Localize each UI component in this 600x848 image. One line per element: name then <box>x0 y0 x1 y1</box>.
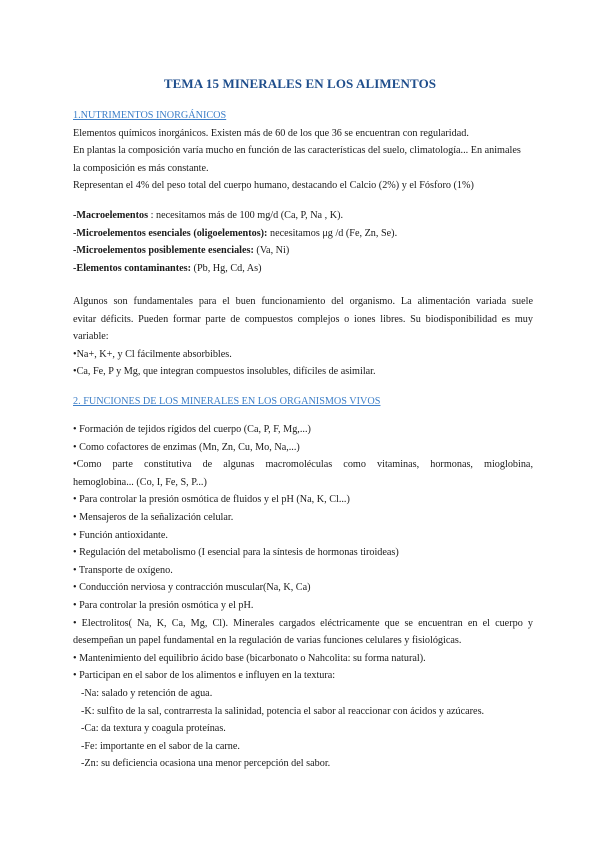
list-subitem: -Zn: su deficiencia ocasiona una menor percepción del sabor. <box>81 758 331 770</box>
list-item: • Regulación del metabolismo (I esencial para la síntesis de hormonas tiroideas) <box>73 547 399 559</box>
list-item: • Transporte de oxígeno. <box>73 564 173 576</box>
list-item: •Como parte constitutiva de algunas macromoléculas como vitaminas, hormonas, mioglobina, <box>73 459 533 471</box>
paragraph-line: En plantas la composición varía mucho en función de las características del suelo, climatología... En animales <box>73 145 521 157</box>
paragraph-line: Representan el 4% del peso total del cuerpo humano, destacando el Calcio (2%) y el Fósforo (1%) <box>73 180 474 192</box>
class-text: (Va, Ni) <box>253 245 290 257</box>
list-item <box>73 242 533 260</box>
list-item: • Para controlar la presión osmótica de fluidos y el pH (Na, K, Cl...) <box>73 494 350 506</box>
list-subitem: -K: sulfito de la sal, contrarresta la salinidad, potencia el sabor al reaccionar con ácidos y azúcares. <box>81 705 485 717</box>
paragraph-line: evitar déficits. Pueden formar parte de compuestos complejos o iones libres. Su biodisponibilidad es muy <box>73 313 533 325</box>
class-text: (Pb, Hg, Cd, As) <box>191 262 262 274</box>
list-item: • Función antioxidante. <box>73 529 168 541</box>
section-heading: 1.NUTRIMENTOS INORGÁNICOS <box>73 110 227 121</box>
list-item <box>73 207 533 225</box>
functions-list <box>73 421 533 773</box>
list-subitem: -Fe: importante en el sabor de la carne. <box>81 740 240 752</box>
paragraph-line: variable: <box>73 331 109 343</box>
list-subitem: -Na: salado y retención de agua. <box>81 687 213 699</box>
paragraph-line: Elementos químicos inorgánicos. Existen más de 60 de los que 36 se encuentran con regularidad. <box>73 127 469 139</box>
list-item <box>73 260 533 278</box>
list-item: • Conducción nerviosa y contracción muscular(Na, K, Ca) <box>73 582 311 594</box>
list-item: • Electrolitos( Na, K, Ca, Mg, Cl). Minerales cargados eléctricamente que se encuentran en el cuerpo y <box>73 617 533 629</box>
paragraph-line: Algunos son fundamentales para el buen funcionamiento del organismo. La alimentación variada suele <box>73 296 533 307</box>
class-label: -Microelementos esenciales (oligoelementos): <box>73 227 268 239</box>
section-heading: 2. FUNCIONES DE LOS MINERALES EN LOS ORGANISMOS VIVOS <box>73 396 381 407</box>
list-item: • Como cofactores de enzimas (Mn, Zn, Cu, Mo, Na,...) <box>73 441 300 453</box>
page-title: TEMA 15 MINERALES EN LOS ALIMENTOS <box>163 76 437 91</box>
class-label: -Elementos contaminantes: <box>73 262 191 274</box>
paragraph-line: la composición es más constante. <box>73 162 209 174</box>
list-item: • Mensajeros de la señalización celular. <box>73 511 234 523</box>
section-inorganic-nutrients <box>73 107 533 195</box>
class-text: necesitamos μg /d (Fe, Zn, Se). <box>267 227 398 239</box>
list-item: •Ca, Fe, P y Mg, que integran compuestos insolubles, difíciles de asimilar. <box>73 366 376 378</box>
list-item: •Na+, K+, y Cl fácilmente absorbibles. <box>73 348 232 360</box>
class-label: -Macroelementos <box>73 210 149 221</box>
section-mineral-functions <box>73 393 533 411</box>
list-item: • Participan en el sabor de los alimentos e influyen en la textura: <box>73 670 336 682</box>
list-item: desempeñan un papel fundamental en la regulación de varias funciones celulares y fisiológicas. <box>73 635 462 647</box>
list-item <box>73 225 533 243</box>
list-item: • Mantenimiento del equilibrio ácido base (bicarbonato o Nahcolita: su forma natural). <box>73 652 426 664</box>
class-label: -Microelementos posiblemente esenciales: <box>73 245 254 257</box>
list-item: • Para controlar la presión osmótica y el pH. <box>73 599 254 611</box>
list-item: hemoglobina... (Co, I, Fe, S, P...) <box>73 476 207 488</box>
paragraph-bioavailability <box>73 293 533 381</box>
list-subitem: -Ca: da textura y coagula proteínas. <box>81 723 226 735</box>
element-classes-list <box>73 207 533 277</box>
class-text: : necesitamos más de 100 mg/d (Ca, P, Na , K). <box>148 210 344 221</box>
list-item: • Formación de tejidos rígidos del cuerpo (Ca, P, F, Mg,...) <box>73 424 311 435</box>
